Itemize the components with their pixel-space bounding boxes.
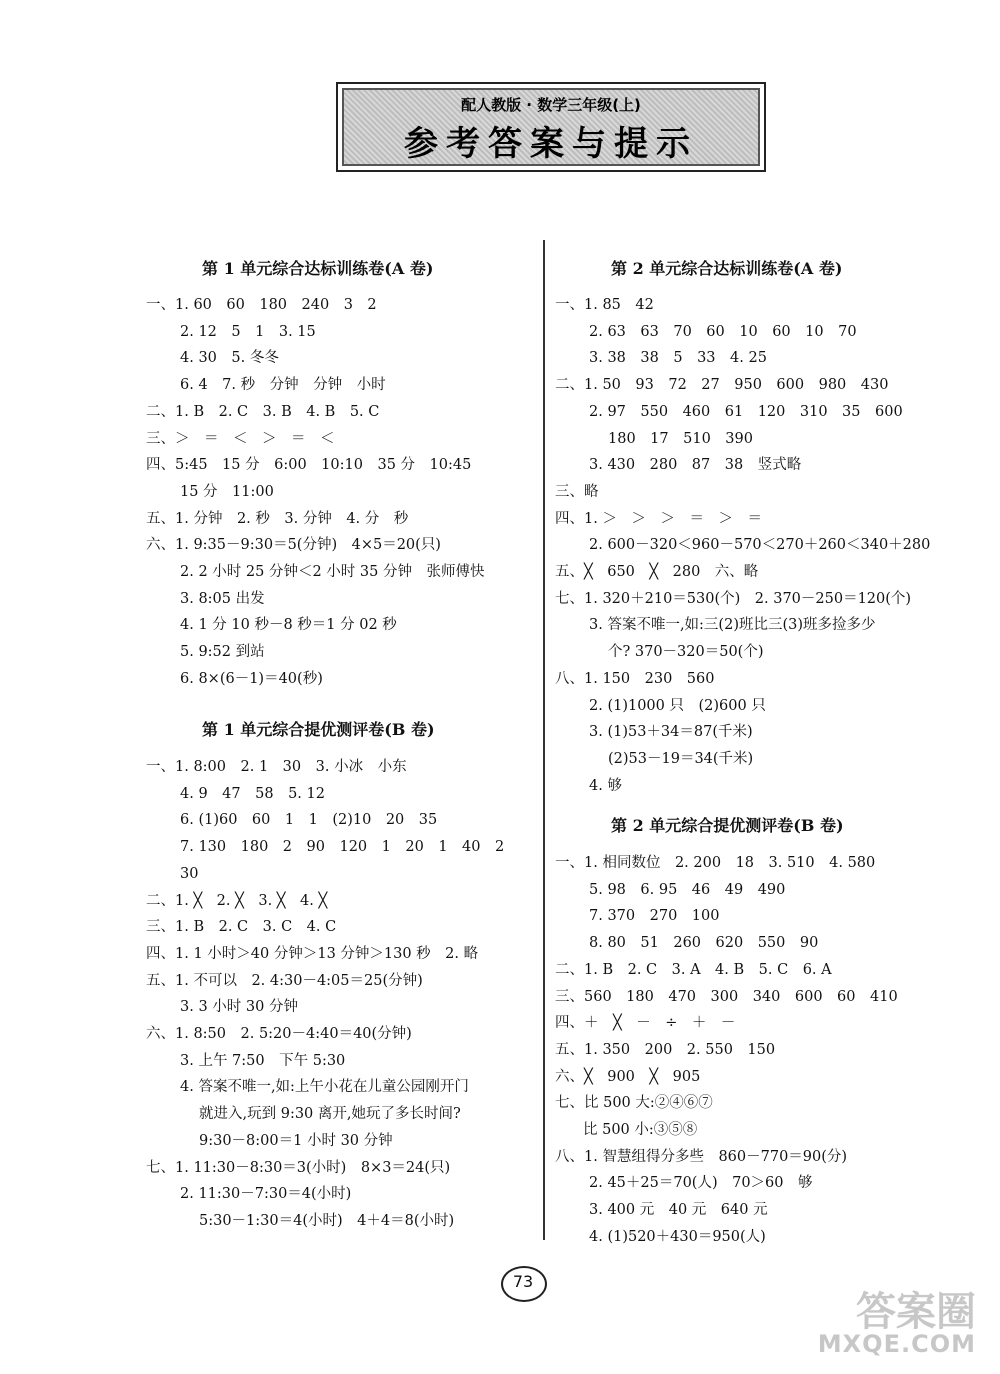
answer-line: 5. 98 6. 95 46 49 490 (589, 882, 786, 898)
answer-line: (2)53－19＝34(千米) (608, 751, 754, 767)
answer-line: 2. 97 550 460 61 120 310 35 600 (589, 404, 903, 420)
answer-line: 7. 370 270 100 (589, 908, 720, 924)
answer-line: 一、1. 60 60 180 240 3 2 (146, 297, 377, 313)
header-subtitle: 配人教版 · 数学三年级(上) (461, 96, 641, 114)
answer-line: 六、╳ 900 ╳ 905 (555, 1069, 701, 1085)
answer-line: 2. 45＋25＝70(人) 70＞60 够 (589, 1175, 813, 1191)
answer-line: 五、╳ 650 ╳ 280 六、略 (555, 564, 759, 580)
answer-line: 二、1. 50 93 72 27 950 600 980 430 (555, 377, 889, 393)
section-title-unit1-a: 第 1 单元综合达标训练卷(A 卷) (202, 259, 434, 278)
answer-line: 三、略 (555, 484, 599, 500)
answer-line: 3. 答案不唯一,如:三(2)班比三(3)班多捡多少 (589, 617, 876, 633)
site-watermark (812, 1280, 982, 1366)
answer-line: 5. 9:52 到站 (180, 644, 265, 660)
answer-line: 2. (1)1000 只 (2)600 只 (589, 698, 766, 714)
answer-line: 八、1. 150 230 560 (555, 671, 715, 687)
answer-line: 3. 3 小时 30 分钟 (180, 999, 298, 1015)
answer-line: 8. 80 51 260 620 550 90 (589, 935, 819, 951)
answer-line: 3. 400 元 40 元 640 元 (589, 1202, 768, 1218)
answer-line: 4. 9 47 58 5. 12 (180, 786, 325, 802)
answer-line: 15 分 11:00 (180, 484, 274, 500)
section-title-unit2-b: 第 2 单元综合提优测评卷(B 卷) (611, 816, 844, 835)
answer-line: 四、5:45 15 分 6:00 10:10 35 分 10:45 (146, 457, 472, 473)
header-banner (336, 82, 766, 172)
answer-line: 2. 11:30－7:30＝4(小时) (180, 1186, 352, 1202)
answer-line: 一、1. 相同数位 2. 200 18 3. 510 4. 580 (555, 855, 876, 871)
answer-line: 就进入,玩到 9:30 离开,她玩了多长时间? (199, 1106, 461, 1122)
answer-line: 七、比 500 大:②④⑥⑦ (555, 1095, 713, 1111)
answer-line: 四、1. ＞ ＞ ＞ ＝ ＞ ＝ (555, 511, 762, 527)
answer-line: 9:30－8:00＝1 小时 30 分钟 (199, 1133, 393, 1149)
answer-line: 一、1. 8:00 2. 1 30 3. 小冰 小东 (146, 759, 407, 775)
answer-line: 三、1. B 2. C 3. C 4. C (146, 919, 337, 935)
answer-line: 二、1. ╳ 2. ╳ 3. ╳ 4. ╳ (146, 893, 328, 909)
answer-line: 3. 430 280 87 38 竖式略 (589, 457, 802, 473)
answer-line: 2. 2 小时 25 分钟＜2 小时 35 分钟 张师傅快 (180, 564, 485, 580)
answer-line: 3. (1)53＋34＝87(千米) (589, 724, 753, 740)
answer-line: 八、1. 智慧组得分多些 860－770＝90(分) (555, 1149, 848, 1165)
section-title-unit2-a: 第 2 单元综合达标训练卷(A 卷) (611, 259, 843, 278)
answer-line: 30 (180, 866, 199, 882)
answer-line: 180 17 510 390 (608, 431, 753, 447)
answer-line: 个? 370－320＝50(个) (608, 644, 764, 660)
answer-line: 三、560 180 470 300 340 600 60 410 (555, 989, 898, 1005)
answer-line: 五、1. 分钟 2. 秒 3. 分钟 4. 分 秒 (146, 511, 409, 527)
answer-line: 二、1. B 2. C 3. A 4. B 5. C 6. A (555, 962, 832, 978)
watermark-cn: 答案圈 (856, 1289, 976, 1335)
column-divider (543, 240, 545, 1240)
answer-line: 五、1. 不可以 2. 4:30－4:05＝25(分钟) (146, 973, 423, 989)
answer-line: 五、1. 350 200 2. 550 150 (555, 1042, 776, 1058)
page-number-badge (495, 1262, 551, 1302)
answer-line: 七、1. 320＋210＝530(个) 2. 370－250＝120(个) (555, 591, 912, 607)
answer-line: 七、1. 11:30－8:30＝3(小时) 8×3＝24(只) (146, 1160, 451, 1176)
answer-line: 4. 够 (589, 778, 622, 794)
answer-line: 比 500 小:③⑤⑧ (583, 1122, 698, 1138)
watermark-en: MXQE.COM (817, 1330, 976, 1358)
answer-line: 6. 4 7. 秒 分钟 分钟 小时 (180, 377, 386, 393)
answer-line: 6. (1)60 60 1 1 (2)10 20 35 (180, 812, 438, 828)
answer-line: 六、1. 9:35－9:30＝5(分钟) 4×5＝20(只) (146, 537, 441, 553)
answer-line: 三、＞ ＝ ＜ ＞ ＝ ＜ (146, 431, 335, 447)
answer-line: 4. (1)520＋430＝950(人) (589, 1229, 766, 1245)
answer-line: 2. 63 63 70 60 10 60 10 70 (589, 324, 857, 340)
answer-line: 3. 上午 7:50 下午 5:30 (180, 1053, 346, 1069)
answer-line: 4. 答案不唯一,如:上午小花在儿童公园刚开门 (180, 1079, 469, 1095)
answer-line: 5:30－1:30＝4(小时) 4＋4＝8(小时) (199, 1213, 455, 1229)
answer-line: 2. 12 5 1 3. 15 (180, 324, 316, 340)
answer-line: 4. 1 分 10 秒－8 秒＝1 分 02 秒 (180, 617, 397, 633)
answer-line: 6. 8×(6－1)＝40(秒) (180, 671, 323, 687)
answer-line: 二、1. B 2. C 3. B 4. B 5. C (146, 404, 380, 420)
answer-line: 7. 130 180 2 90 120 1 20 1 40 2 (180, 839, 505, 855)
answer-line: 3. 38 38 5 33 4. 25 (589, 350, 767, 366)
answer-line: 一、1. 85 42 (555, 297, 654, 313)
answer-line: 2. 600－320＜960－570＜270＋260＜340＋280 (589, 537, 931, 553)
answer-line: 四、1. 1 小时＞40 分钟＞13 分钟＞130 秒 2. 略 (146, 946, 479, 962)
answer-line: 四、＋ ╳ － ÷ ＋ － (555, 1015, 736, 1031)
answer-line: 4. 30 5. 冬冬 (180, 350, 279, 366)
page-number: 73 (512, 1272, 534, 1291)
answer-line: 3. 8:05 出发 (180, 591, 265, 607)
header-title: 参考答案与提示 (404, 124, 698, 164)
answer-line: 六、1. 8:50 2. 5:20－4:40＝40(分钟) (146, 1026, 412, 1042)
section-title-unit1-b: 第 1 单元综合提优测评卷(B 卷) (202, 720, 435, 739)
